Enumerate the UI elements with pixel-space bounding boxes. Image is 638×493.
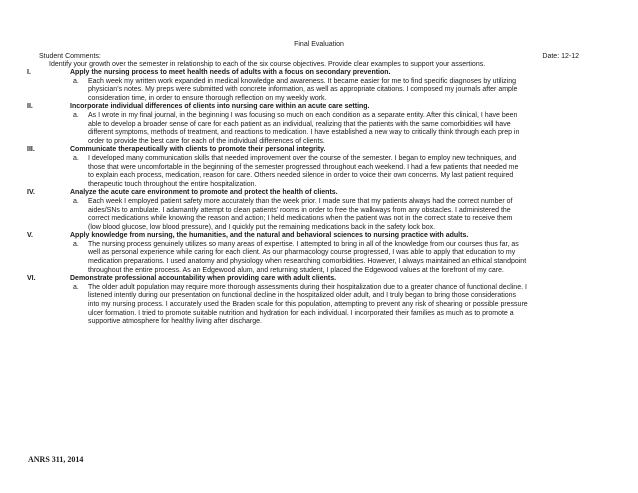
objective-heading: [0, 275, 638, 284]
objective-heading-text: Apply the nursing process to meet health needs of adults with a focus on secondary prevention.: [70, 69, 391, 76]
response-line: correct medications while knowing the reason and action; I held medications when the patient was not in the correct state to receive them: [88, 215, 513, 223]
objective-response: [0, 112, 638, 146]
objective-heading: [0, 69, 638, 78]
response-line: As I wrote in my final journal, in the beginning I was focusing so much on each condition as a separate entity. After this clinical, I have been: [88, 111, 518, 119]
objective-numeral: III.: [27, 146, 35, 154]
response-line: ulcer formation. I tried to promote suitable nutrition and hydration for each individual. I incorporated their families as much as to promote a: [88, 309, 514, 317]
objective-numeral: V.: [27, 232, 33, 240]
course-footer: ANRS 311, 2014: [28, 455, 84, 464]
response-line: Each week I employed patient safety more accurately than the week prior. I made sure that my patients always had the correct number of: [88, 197, 513, 205]
objective-numeral: VI.: [27, 275, 36, 283]
objective-section: [0, 69, 638, 103]
response-line: supportive atmosphere for healthy living after discharge.: [88, 318, 262, 326]
objective-section: [0, 146, 638, 189]
date-text: Date: 12-12: [542, 53, 579, 60]
objective-heading: [0, 232, 638, 241]
response-line: The older adult population may require more thorough assessments during their hospitalization due to a greater chance of functional decline. I: [88, 283, 527, 291]
response-line: into my nursing process. I accurately used the Braden scale for this population, attempting to prevent any risk of shearing or possible pressure: [88, 301, 528, 309]
objective-heading-text: Analyze the acute care environment to promote and protect the health of clients.: [70, 189, 338, 197]
list-marker: a.: [73, 77, 79, 85]
objective-numeral: IV.: [27, 189, 35, 197]
objective-heading-text: Demonstrate professional accountability when providing care with adult clients.: [70, 275, 337, 283]
objective-numeral: I.: [27, 69, 31, 76]
response-line: different symptoms, methods of treatment, and reactions to medication. I have established a new way to critically think through each prep in: [88, 129, 520, 137]
objective-numeral: II.: [27, 103, 33, 111]
objective-response: [0, 78, 638, 104]
list-marker: a.: [73, 154, 79, 162]
document-title: Final Evaluation: [294, 41, 344, 48]
objective-heading: [0, 103, 638, 112]
student-comments-label: Student Comments:: [39, 53, 101, 60]
objective-response: [0, 155, 638, 189]
response-line: to explain each process, medication, reason for care. Others needed silence in order to voice their own concerns. My last patient required: [88, 172, 514, 180]
response-line: well as personal experience while caring for each client. As our pharmacology course progressed, I was able to apply that education to my: [88, 249, 516, 257]
objective-heading: [0, 146, 638, 155]
response-line: physician’s notes. My preps were submitted with concrete information, as well as appropriate citations. I composed my journals after ample: [88, 86, 518, 94]
objective-response: [0, 198, 638, 232]
list-marker: a.: [73, 197, 79, 205]
list-marker: a.: [73, 240, 79, 248]
objective-section: [0, 232, 638, 275]
list-marker: a.: [73, 283, 79, 291]
objective-heading-text: Apply knowledge from nursing, the humanities, and the natural and behavioral sciences to nursing practice with adults.: [70, 232, 469, 240]
list-marker: a.: [73, 111, 79, 119]
response-line: (low blood glucose, low blood pressure), and I quickly put the remaining medications back in the safety lock box.: [88, 223, 436, 231]
response-line: The nursing process genuinely utilizes so many areas of expertise. I attempted to bring in all of the knowledge from our courses thus far, as: [88, 240, 519, 248]
instructions-text: Identify your growth over the semester in relationship to each of the six course objectives. Provide clear examples to support your assertions.: [49, 61, 486, 68]
response-line: able to develop a broader sense of care for each patient as an individual, realizing that the patients with the same comorbidities will have: [88, 120, 511, 128]
objective-heading: [0, 189, 638, 198]
response-line: throughout the entire process. As an Edgewood alum, and returning student, I placed the Edgewood values at the forefront of my care.: [88, 266, 504, 274]
objectives-list: [0, 69, 638, 327]
objective-response: [0, 241, 638, 275]
response-line: medication preparations. I used anatomy and physiology when researching comorbidities. However, I always maintained an ethical standpoint: [88, 258, 527, 266]
objective-section: [0, 103, 638, 146]
response-line: consideration time, in order to ensure thorough reflection on my weekly work.: [88, 94, 327, 102]
objective-section: [0, 275, 638, 327]
response-line: order to provide the best care for each of the individual differences of clients.: [88, 137, 325, 145]
objective-response: [0, 284, 638, 327]
response-line: those that were uncomfortable in the beginning of the semester progressed throughout each weekend. I had a few patients that needed me: [88, 163, 519, 171]
response-line: therapeutic touch throughout the entire hospitalization.: [88, 180, 257, 188]
response-line: listened intently during our presentation on functional decline in the hospitalized older adult, and I truly began to bring those considerations: [88, 292, 517, 300]
response-line: I developed many communication skills that needed improvement over the course of the semester. I began to employ new techniques, and: [88, 154, 517, 162]
objective-heading-text: Incorporate individual differences of clients into nursing care within an acute care setting.: [70, 103, 370, 111]
objective-section: [0, 189, 638, 232]
response-line: Each week my written work expanded in medical knowledge and awareness. It became easier for me to find specific diagnoses by utilizing: [88, 77, 516, 85]
response-line: aides/SNs to ambulate. I adamantly attempt to clean patients’ rooms in order to free the walkways from any obstacles. I administered the: [88, 206, 511, 214]
objective-heading-text: Communicate therapeutically with clients to promote their personal integrity.: [70, 146, 326, 154]
